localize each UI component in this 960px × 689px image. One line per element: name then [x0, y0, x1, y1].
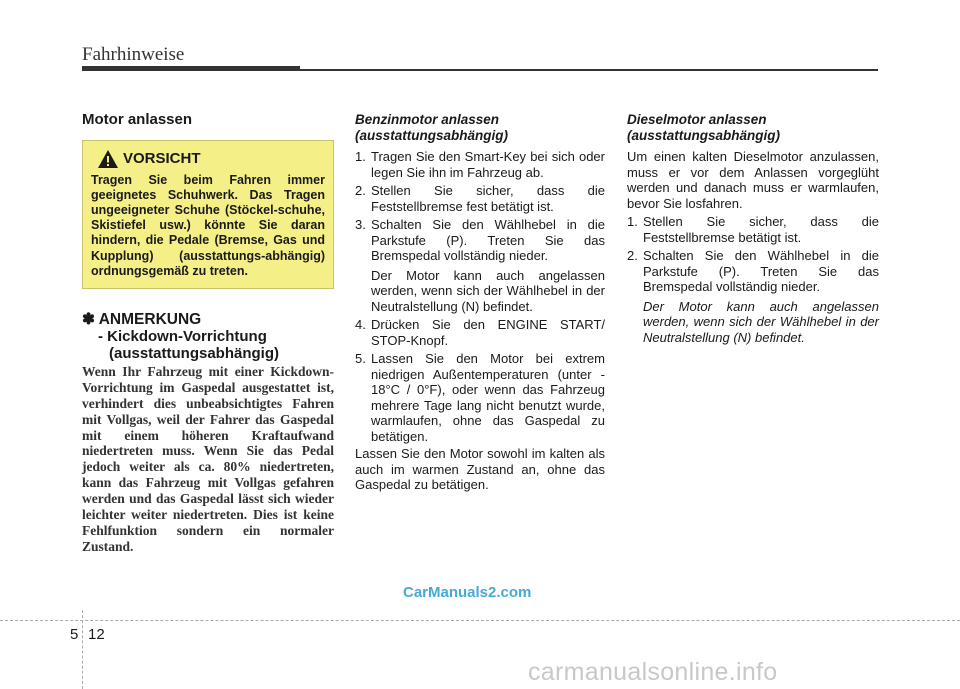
column-right — [627, 112, 879, 345]
header-rule-thick — [82, 66, 300, 71]
list-item — [355, 317, 605, 348]
note-subtitle-line1: - Kickdown-Vorrichtung — [98, 327, 267, 345]
header-rule-thin — [300, 69, 878, 71]
list-item — [627, 248, 879, 295]
step-note: Der Motor kann auch angelassen werden, wenn sich der Wählhebel in der Neutralstellung (N) befindet. — [371, 267, 605, 314]
list-text: Tragen Sie den Smart-Key bei sich oder legen Sie ihn im Fahrzeug ab. — [371, 149, 605, 180]
footer-vertical-divider — [82, 610, 83, 689]
note-text: Wenn Ihr Fahrzeug mit einer Kickdown-Vorrichtung im Gaspedal ausgestattet ist, verhindert dies unbeabsichtigtes Fahren mit Vollgas, weil der Fahrer das Gaspedal mit einem höheren Kraftaufwand niedertreten muss. Wenn Sie das Pedal jedoch weiter als ca. 80% niedertreten, kann das Fahrzeug mit Vollgas gefahren werden und das Gaspedal lässt sich wieder leichter weiter niedertreten. Dies ist keine Fehlfunktion sondern ein normaler Zustand. — [82, 363, 334, 554]
column-middle — [355, 112, 605, 493]
list-text: Stellen Sie sicher, dass die Feststellbremse fest betätigt ist. — [371, 183, 605, 214]
section-heading: Motor anlassen — [82, 111, 193, 128]
petrol-heading-line1: Benzinmotor anlassen — [355, 112, 500, 127]
closing-paragraph: Lassen Sie den Motor sowohl im kalten als auch im warmen Zustand an, ohne das Gaspedal zu betätigen. — [355, 446, 605, 492]
list-number: 2. — [355, 183, 366, 198]
note-symbol: ✽ — [82, 310, 95, 328]
note-heading — [82, 311, 334, 328]
watermark-link[interactable]: CarManuals2.com — [403, 584, 532, 601]
chapter-number: 5 — [70, 626, 79, 643]
list-text: Schalten Sie den Wählhebel in die Parkstufe (P). Treten Sie das Bremspedal vollständig nieder. — [371, 217, 605, 263]
list-item — [355, 217, 605, 264]
column-left — [82, 112, 334, 555]
list-item — [355, 149, 605, 180]
page-header-title: Fahrhinweise — [82, 44, 185, 65]
list-item — [355, 351, 605, 444]
caution-title: VORSICHT — [123, 149, 201, 167]
note-subtitle-line2: (ausstattungsabhängig) — [109, 344, 280, 362]
list-number: 3. — [355, 217, 366, 232]
note-title: ANMERKUNG — [98, 310, 202, 328]
page-number: 12 — [88, 626, 105, 643]
diesel-heading-line1: Dieselmotor anlassen — [627, 112, 767, 127]
caution-text: Tragen Sie beim Fahren immer geeignetes Schuhwerk. Das Tragen ungeeigneter Schuhe (Stöckel-schuhe, Skistiefel usw.) könnte Sie daran hindern, die Pedale (Bremse, Gas und Kupplung) (ausstattungs-abhängig) ordnungsgemäß zu treten. — [91, 172, 325, 278]
list-text: Drücken Sie den ENGINE START/ STOP-Knopf. — [371, 317, 605, 348]
diesel-heading-line2: (ausstattungsabhängig) — [627, 127, 781, 143]
caution-box — [82, 140, 334, 289]
list-text: Lassen Sie den Motor bei extrem niedrigen Außentemperaturen (unter - 18°C / 0°F), oder wenn das Fahrzeug mehrere Tage lang nicht benutzt wurde, warmlaufen, ohne das Gaspedal zu betätigen. — [371, 351, 605, 444]
warning-triangle-icon — [97, 149, 119, 169]
caution-header — [97, 149, 325, 169]
list-number: 1. — [355, 149, 366, 164]
petrol-heading-line2: (ausstattungsabhängig) — [355, 127, 509, 143]
diesel-intro: Um einen kalten Dieselmotor anzulassen, muss er vor dem Anlassen vorgeglüht werden und danach muss er warmlaufen, bevor Sie losfahren. — [627, 149, 879, 211]
list-number: 4. — [355, 317, 366, 332]
list-text: Stellen Sie sicher, dass die Feststellbremse betätigt ist. — [643, 214, 879, 245]
list-text: Schalten Sie den Wählhebel in die Parkstufe (P). Treten Sie das Bremspedal vollständig nieder. — [643, 248, 879, 294]
diesel-heading — [627, 112, 879, 143]
list-item — [355, 183, 605, 214]
petrol-heading — [355, 112, 605, 143]
note-subtitle — [82, 328, 334, 362]
site-watermark: carmanualsonline.info — [528, 658, 778, 686]
step-note-italic: Der Motor kann auch angelassen werden, wenn sich der Wählhebel in der Neutralstellung (N) befindet. — [643, 298, 879, 345]
list-number: 2. — [627, 248, 638, 263]
list-number: 5. — [355, 351, 366, 366]
footer-divider — [0, 620, 960, 621]
list-number: 1. — [627, 214, 638, 229]
list-item — [627, 214, 879, 245]
